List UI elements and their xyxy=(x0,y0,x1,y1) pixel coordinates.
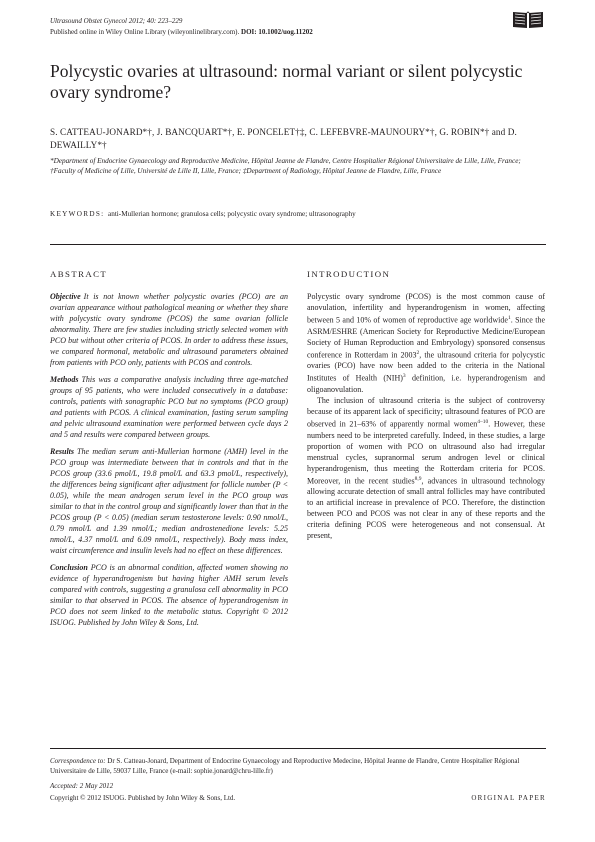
objective-label: Objective xyxy=(50,292,81,301)
results-label: Results xyxy=(50,447,75,456)
doi[interactable]: DOI: 10.1002/uog.11202 xyxy=(241,28,313,36)
abstract-column xyxy=(50,268,288,634)
abstract-heading: ABSTRACT xyxy=(50,269,108,279)
author-list: S. CATTEAU-JONARD*†, J. BANCQUART*†, E. PONCELET†‡, C. LEFEBVRE-MAUNOURY*†, G. ROBIN*† and D. DEWAILLY*† xyxy=(50,127,517,150)
correspondence-label: Correspondence to: xyxy=(50,757,106,765)
methods-label: Methods xyxy=(50,375,79,384)
reference-4-10[interactable]: 4–10 xyxy=(477,418,489,425)
introduction-heading: INTRODUCTION xyxy=(307,269,391,279)
reference-2[interactable]: 2 xyxy=(416,349,420,356)
journal-citation: Ultrasound Obstet Gynecol 2012; 40: 223–229 xyxy=(50,17,183,25)
copyright: Copyright © 2012 ISUOG. Published by John Wiley & Sons, Ltd. xyxy=(50,794,236,802)
conclusion-label: Conclusion xyxy=(50,563,88,572)
correspondence: Correspondence to: Dr S. Catteau-Jonard, Department of Endocrine Gynaecology and Reproductive Medecine, Hôpital Jeanne de Flandre, Centre Hospitalier Régional Universitaire de Lille, 59037 Lille, France (e-mail: sophie.jonard@chru-lille.fr) xyxy=(50,757,520,776)
abstract-methods: Methods This was a comparative analysis including three age-matched groups of 95 patients, who were included consecutively in a database: controls, patients with sonographic PCO but no symptoms (PCO group) and patients with PCOS. A clinical examination, fasting serum sampling and pelvic ultrasound examination were performed between cycle days 2 and 5 and results were compared between groups. xyxy=(50,375,288,439)
section-label: ORIGINAL PAPER xyxy=(471,794,546,802)
introduction-column xyxy=(307,268,545,541)
abstract-results: Results The median serum anti-Mullerian hormone (AMH) level in the PCO group was intermediate between that in controls and that in the PCOS group (33.6 pmol/L, 19.8 pmol/L and 63.3 pmol/L, respectively), the differences being significant after adjustment for follicle number (P < 0.05), while the mean androgen serum level in the PCO group was similar to that in the control group and significantly lower than that in the PCOS group (P < 0.05) (median serum testosterone levels: 0.90 nmol/L, 0.79 nmol/L and 1.39 nmol/L; median androstenedione levels: 5.25 nmol/L, 4.37 nmol/L and 6.09 nmol/L, respectively). Body mass index, waist circumference and insulin levels had no effect on these differences. xyxy=(50,447,288,555)
keywords-list: anti-Mullerian hormone; granulosa cells; polycystic ovary syndrome; ultrasonography xyxy=(108,210,356,218)
open-book-icon xyxy=(511,8,545,30)
abstract-objective: Objective It is not known whether polycystic ovaries (PCO) are an ovarian appearance without pathological meaning or whether they share with polycystic ovary syndrome (PCOS) the same ovarian follicle abnormality. There are few studies including strictly selected women with PCO but without other criteria of PCOS. In order to address these issues, we compared hormonal, metabolic and ultrasound parameters obtained from patients with PCO only, patients with PCOS and controls. xyxy=(50,292,288,367)
intro-paragraph-2: The inclusion of ultrasound criteria is the subject of controversy because of its apparent lack of specificity; ultrasound features of PCO are observed in 21–63% of apparently normal women$^{4-10}$. However, these numbers need to be interpreted carefully. Indeed, in these studies, a large proportion of women with PCO on ultrasound also had irregular menstrual cycles, supranormal serum androgen level or clinical hyperandrogenism, thus meeting the Rotterdam criteria for PCOS. Moreover, in the recent studies$^{8,9}$, advances in ultrasound technology allowing accurate detection of small antral follicles may have contributed to an artificial increase in prevalence of PCO. Therefore, the distinction between PCO and PCOS was not clear in any of these reports and the criteria defining PCOS were heterogeneous and not consensual. At present, xyxy=(307,395,546,541)
intro-paragraph-1: Polycystic ovary syndrome (PCOS) is the most common cause of anovulation, infertility and hyperandrogenism in women, affecting between 5 and 10% of women of reproductive age worldwide$^1$. Since the ASRM/ESHRE (American Society for Reproductive Medicine/European Society of Human Reproduction and Embryology) sponsored consensus conference in Rotterdam in 2003$^2$, the ultrasound criteria for polycystic ovaries (PCO) have now been added to the criteria in the National Institutes of Health (NIH)$^3$ definition, i.e. hyperandrogenism and oligoanovulation. xyxy=(307,292,546,394)
abstract-conclusion-start: Conclusion PCO is an abnormal condition, affected women showing no evidence of hyperandrogenism but having higher AMH serum levels compared with controls, suggesting a granulosa cell abnormality in PCO similar to that observed in PCOS. The absence of hyperandrogenism in PCO does not seem linked to the metabolic status. Copyright © 2012 ISUOG. Published by John Wiley & Sons, Ltd. xyxy=(50,563,288,627)
publication-line xyxy=(50,27,313,37)
affiliations: *Department of Endocrine Gynaecology and Reproductive Medicine, Hôpital Jeanne de Flandre, Centre Hospitalier Régional Universitaire de Lille, Lille, France; †Faculty of Medicine of Lille, Université de Lille II, Lille, France; ‡Department of Radiology, Hôpital Jeanne de Flandre, Lille, France xyxy=(50,157,521,176)
reference-1[interactable]: 1 xyxy=(507,315,511,321)
keywords-label: KEYWORDS: xyxy=(50,210,105,218)
reference-3[interactable]: 3 xyxy=(402,373,406,380)
footnotes xyxy=(50,756,546,791)
footer-divider xyxy=(50,748,546,749)
article-title: Polycystic ovaries at ultrasound: normal variant or silent polycystic ovary syndrome? xyxy=(50,61,523,102)
published-online: Published online in Wiley Online Library (wileyonlinelibrary.com). xyxy=(50,28,242,36)
accepted-date: Accepted: 2 May 2012 xyxy=(50,781,114,790)
reference-8-9[interactable]: 8,9 xyxy=(414,475,422,482)
keywords xyxy=(50,209,550,219)
header-divider xyxy=(50,244,546,245)
